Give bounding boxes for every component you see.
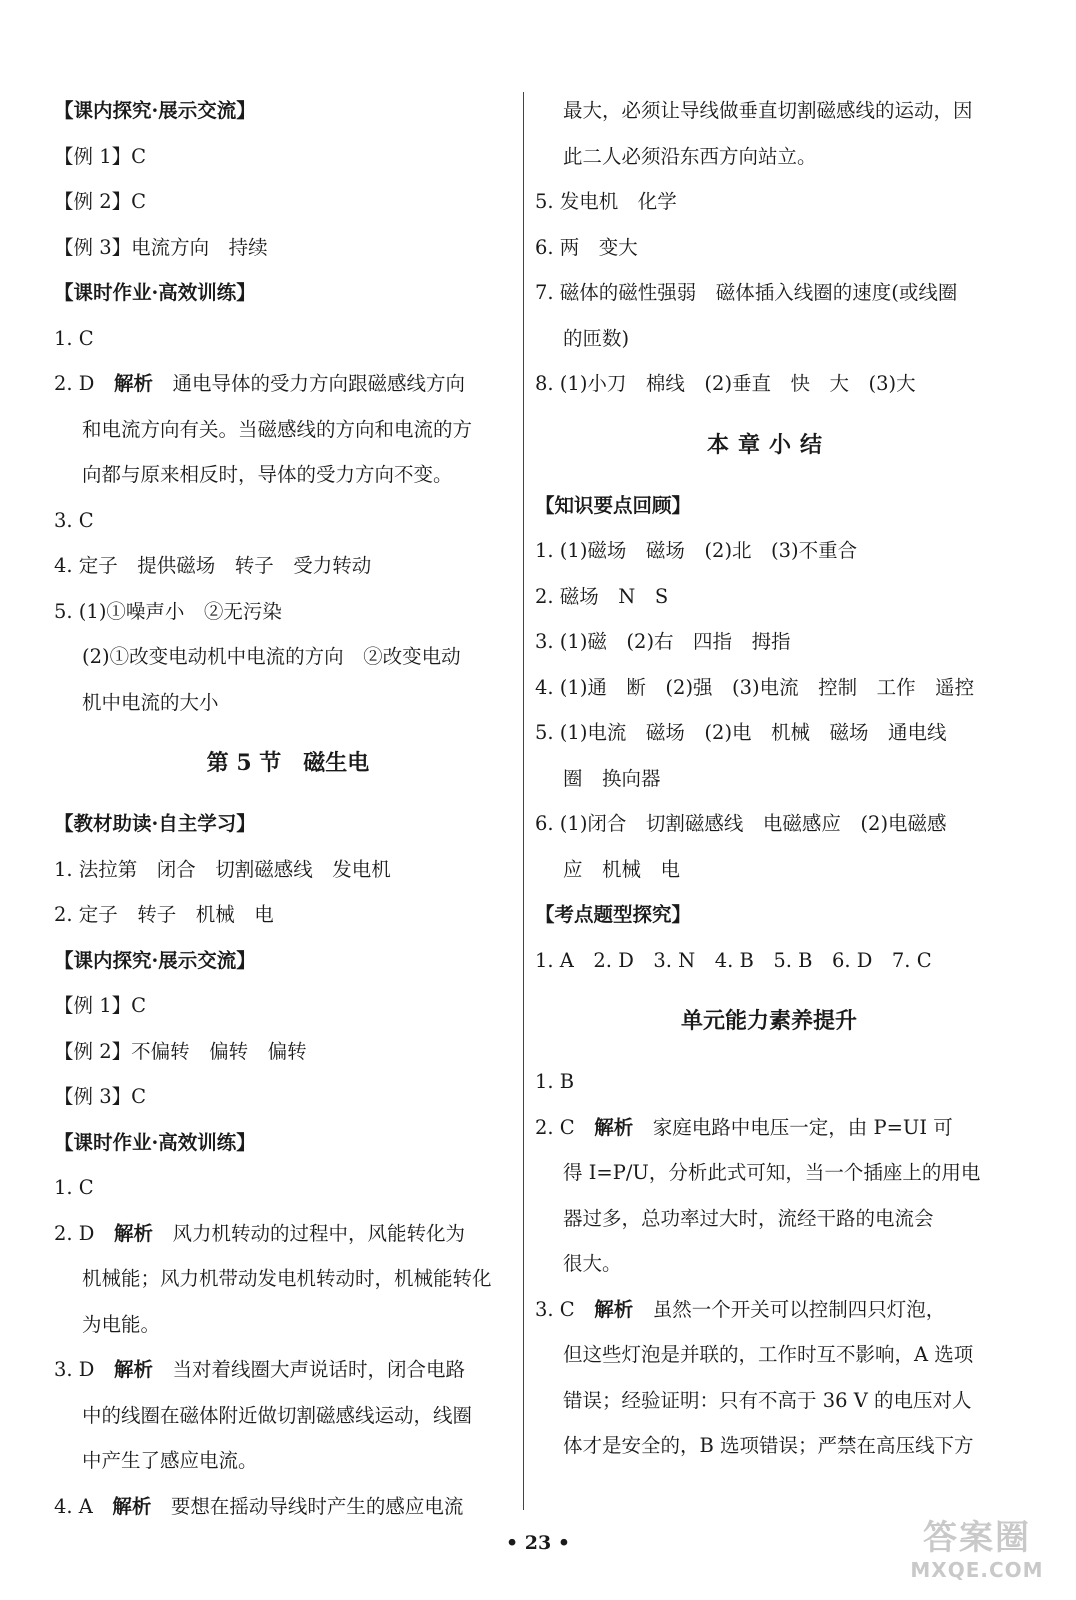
section-heading: 【知识要点回顾】 — [535, 493, 692, 517]
example-answer: 【例 3】电流方向 持续 — [54, 235, 268, 259]
answer-line: 4. 定子 提供磁场 转子 受力转动 — [54, 554, 372, 577]
answer-line: 3. (1)磁 (2)右 四指 拇指 — [535, 630, 791, 653]
example-answer: 【例 3】C — [54, 1085, 147, 1108]
answer-line: 6. (1)闭合 切割磁感线 电磁感应 (2)电磁感 — [535, 812, 947, 835]
answer-line: 3. C — [54, 508, 94, 532]
answer-continuation: 最大，必须让导线做垂直切割磁感线的运动，因 — [563, 99, 973, 122]
section-title: 单元能力素养提升 — [680, 1008, 857, 1034]
answer-continuation: 但这些灯泡是并联的，工作时互不影响，A 选项 — [563, 1343, 974, 1366]
answer-continuation: 此二人必须沿东西方向站立。 — [563, 144, 817, 168]
analysis-label: 解析 — [113, 372, 153, 395]
answer-line: 1. C — [54, 1176, 94, 1199]
analysis-label: 解析 — [594, 1115, 634, 1139]
answer-continuation: 机中电流的大小 — [82, 690, 219, 714]
example-answer: 【例 2】C — [54, 190, 147, 213]
watermark-url: MXQE.COM — [910, 1558, 1044, 1582]
answer-continuation: 体才是安全的，B 选项错误；严禁在高压线下方 — [563, 1434, 974, 1457]
section-heading: 【课内探究·展示交流】 — [54, 99, 256, 122]
answer-line: 1. A 2. D 3. N 4. B 5. B 6. D 7. C — [535, 948, 932, 972]
answer-line: 1. 法拉第 闭合 切割磁感线 发电机 — [54, 857, 391, 881]
answer-continuation: 的匝数) — [563, 326, 630, 350]
answer-line: 3. C 解析 虽然一个开关可以控制四只灯泡， — [535, 1297, 946, 1321]
answer-continuation: (2)①改变电动机中电流的方向 ②改变电动 — [82, 645, 461, 668]
section-heading: 【考点题型探究】 — [535, 903, 692, 926]
answer-line: 1. C — [54, 326, 94, 350]
answer-continuation: 得 I=P/U，分析此式可知，当一个插座上的用电 — [563, 1161, 981, 1184]
answer-continuation: 中的线圈在磁体附近做切割磁感线运动，线圈 — [82, 1403, 473, 1427]
watermark-text: 答案圈 — [923, 1518, 1031, 1558]
answer-line: 7. 磁体的磁性强弱 磁体插入线圈的速度(或线圈 — [535, 281, 958, 304]
answer-continuation: 中产生了感应电流。 — [82, 1449, 258, 1472]
answer-line: 1. B — [535, 1070, 575, 1093]
answer-line: 2. D 解析 风力机转动的过程中，风能转化为 — [54, 1221, 465, 1245]
left-column — [54, 88, 522, 1529]
example-answer: 【例 2】不偏转 偏转 偏转 — [54, 1039, 307, 1063]
answer-line: 8. (1)小刀 棉线 (2)垂直 快 大 (3)大 — [535, 372, 916, 395]
watermark-logo — [902, 1518, 1052, 1588]
answer-line: 4. (1)通 断 (2)强 (3)电流 控制 工作 遥控 — [535, 675, 975, 699]
section-heading: 【教材助读·自主学习】 — [54, 812, 256, 835]
answer-line: 2. 定子 转子 机械 电 — [54, 903, 274, 926]
answer-line: 5. (1)①噪声小 ②无污染 — [54, 599, 282, 623]
answer-continuation: 和电流方向有关。当磁感线的方向和电流的方 — [82, 417, 473, 441]
answer-continuation: 器过多，总功率过大时，流经干路的电流会 — [563, 1206, 934, 1230]
analysis-label: 解析 — [113, 1221, 153, 1245]
section-title: 本章小结 — [706, 431, 831, 458]
section-heading: 【课时作业·高效训练】 — [54, 281, 256, 304]
answer-line: 4. A 解析 要想在摇动导线时产生的感应电流 — [54, 1494, 464, 1518]
example-answer: 【例 1】C — [54, 994, 147, 1017]
analysis-label: 解析 — [594, 1297, 634, 1321]
answer-continuation: 为电能。 — [82, 1312, 161, 1336]
answer-continuation: 错误；经验证明：只有不高于 36 V 的电压对人 — [563, 1388, 972, 1412]
column-divider — [523, 92, 524, 1510]
right-column — [535, 88, 1003, 1469]
answer-line: 2. D 解析 通电导体的受力方向跟磁感线方向 — [54, 372, 465, 395]
answer-line: 3. D 解析 当对着线圈大声说话时，闭合电路 — [54, 1358, 465, 1381]
page-number: • 23 • — [506, 1532, 570, 1554]
answer-continuation: 机械能；风力机带动发电机转动时，机械能转化 — [82, 1267, 492, 1290]
answer-line: 2. C 解析 家庭电路中电压一定，由 P=UI 可 — [535, 1115, 953, 1139]
example-answer: 【例 1】C — [54, 144, 147, 168]
answer-line: 2. 磁场 N S — [535, 584, 669, 608]
answer-line: 1. (1)磁场 磁场 (2)北 (3)不重合 — [535, 539, 858, 562]
analysis-label: 解析 — [113, 1358, 153, 1381]
section-heading: 【课时作业·高效训练】 — [54, 1130, 256, 1154]
answer-continuation: 很大。 — [563, 1252, 622, 1275]
answer-line: 5. (1)电流 磁场 (2)电 机械 磁场 通电线 — [535, 721, 947, 744]
answer-continuation: 向都与原来相反时，导体的受力方向不变。 — [82, 463, 453, 486]
analysis-label: 解析 — [112, 1494, 152, 1518]
section-title: 第 5 节 磁生电 — [206, 750, 370, 776]
section-heading: 【课内探究·展示交流】 — [54, 948, 256, 972]
answer-continuation: 应 机械 电 — [563, 857, 681, 881]
answer-continuation: 圈 换向器 — [563, 766, 661, 790]
answer-line: 5. 发电机 化学 — [535, 190, 677, 213]
answer-line: 6. 两 变大 — [535, 235, 638, 259]
